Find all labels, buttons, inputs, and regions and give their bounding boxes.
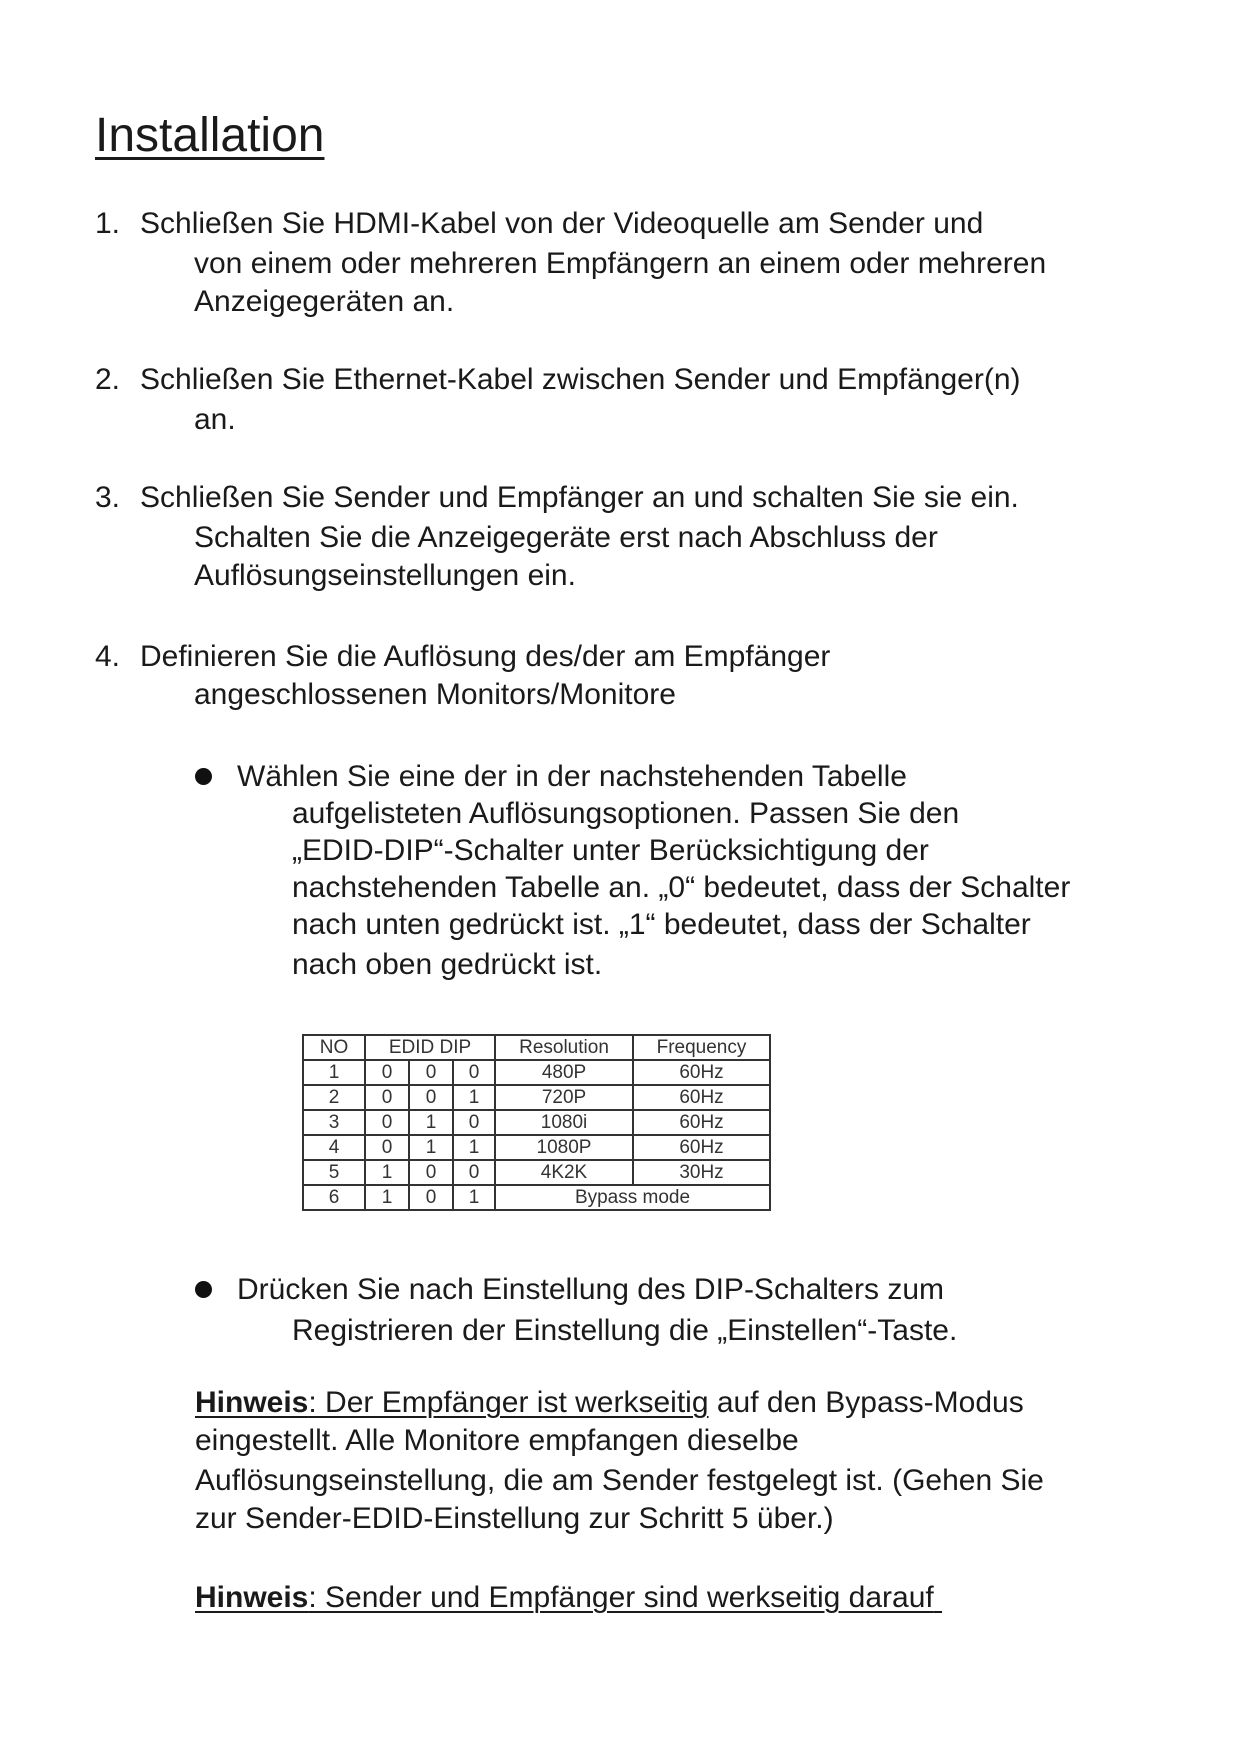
table-cell: 0 — [409, 1160, 453, 1185]
step-number: 4. — [95, 640, 121, 673]
step-text-line: an. — [194, 403, 236, 436]
step-text-line: angeschlossenen Monitors/Monitore — [194, 678, 676, 711]
column-header: Resolution — [495, 1035, 633, 1060]
table-row — [303, 1060, 770, 1085]
table-cell: 1080P — [495, 1135, 633, 1160]
table-cell: 720P — [495, 1085, 633, 1110]
step-text-line: Schalten Sie die Anzeigegeräte erst nach Abschluss der — [194, 521, 938, 554]
table-cell: 6 — [303, 1185, 365, 1210]
step-text-line: von einem oder mehreren Empfängern an einem oder mehreren — [194, 247, 1047, 280]
table-cell: 480P — [495, 1060, 633, 1085]
table-cell: 0 — [453, 1160, 495, 1185]
note-text: auf den Bypass-Modus — [708, 1386, 1024, 1419]
table-cell: 0 — [453, 1060, 495, 1085]
table-row — [303, 1085, 770, 1110]
bullet-icon — [195, 1281, 212, 1298]
table-row — [303, 1160, 770, 1185]
step-number: 3. — [95, 481, 121, 514]
bullet-text-line: Registrieren der Einstellung die „Einstellen“-Taste. — [292, 1314, 958, 1347]
table-header-row — [303, 1035, 770, 1060]
bullet-text-line: „EDID-DIP“-Schalter unter Berücksichtigung der — [292, 834, 929, 867]
bullet-text-line: nach unten gedrückt ist. „1“ bedeutet, dass der Schalter — [292, 908, 1031, 941]
note-text: zur Sender-EDID-Einstellung zur Schritt 5 über.) — [195, 1502, 834, 1535]
table-cell: 1 — [409, 1110, 453, 1135]
note-text: : Sender und Empfänger sind werkseitig darauf — [308, 1581, 934, 1614]
table-cell: 60Hz — [633, 1135, 770, 1160]
bullet-text-line: Drücken Sie nach Einstellung des DIP-Schalters zum — [237, 1273, 944, 1306]
note-2 — [195, 1579, 942, 1617]
note-label: Hinweis — [195, 1581, 309, 1614]
table-cell: 0 — [365, 1135, 409, 1160]
bullet-text-line: Wählen Sie eine der in der nachstehenden Tabelle — [237, 760, 907, 793]
table-cell: 0 — [409, 1185, 453, 1210]
table-cell: 2 — [303, 1085, 365, 1110]
note-text: eingestellt. Alle Monitore empfangen dieselbe — [195, 1424, 799, 1457]
step-text-line: Schließen Sie HDMI-Kabel von der Videoquelle am Sender und — [140, 207, 984, 240]
column-header: EDID DIP — [365, 1035, 495, 1060]
table-cell: 60Hz — [633, 1085, 770, 1110]
table-cell: 30Hz — [633, 1160, 770, 1185]
table-cell: 5 — [303, 1160, 365, 1185]
note-label: Hinweis — [195, 1386, 309, 1419]
table-cell: 0 — [409, 1060, 453, 1085]
table-cell: 1 — [365, 1185, 409, 1210]
note-text: Auflösungseinstellung, die am Sender festgelegt ist. (Gehen Sie — [195, 1464, 1044, 1497]
table-cell: 0 — [365, 1060, 409, 1085]
note-text: : Der Empfänger ist werkseitig — [308, 1386, 709, 1419]
table-row — [303, 1110, 770, 1135]
table-cell: Bypass mode — [495, 1185, 770, 1210]
table-cell: 1 — [365, 1160, 409, 1185]
step-text-line: Schließen Sie Ethernet-Kabel zwischen Sender und Empfänger(n) — [140, 363, 1021, 396]
step-number: 2. — [95, 363, 121, 396]
table-cell: 0 — [453, 1110, 495, 1135]
bullet-text-line: nach oben gedrückt ist. — [292, 948, 603, 981]
table-cell: 3 — [303, 1110, 365, 1135]
step-number: 1. — [95, 207, 121, 240]
table-cell: 4K2K — [495, 1160, 633, 1185]
step-text-line: Schließen Sie Sender und Empfänger an und schalten Sie sie ein. — [140, 481, 1019, 514]
step-text-line: Anzeigegeräten an. — [194, 285, 455, 318]
table-row — [303, 1135, 770, 1160]
table-cell: 1 — [453, 1085, 495, 1110]
page-title: Installation — [95, 109, 325, 162]
column-header: NO — [303, 1035, 365, 1060]
note-1 — [195, 1384, 1044, 1538]
step-text-line: Definieren Sie die Auflösung des/der am Empfänger — [140, 640, 831, 673]
bullet-text-line: aufgelisteten Auflösungsoptionen. Passen Sie den — [292, 797, 960, 830]
table-cell: 0 — [365, 1085, 409, 1110]
table-cell: 1 — [303, 1060, 365, 1085]
table-cell: 0 — [409, 1085, 453, 1110]
table-cell: 1 — [409, 1135, 453, 1160]
table-cell: 60Hz — [633, 1110, 770, 1135]
bullet-text-line: nachstehenden Tabelle an. „0“ bedeutet, dass der Schalter — [292, 871, 1071, 904]
table-row — [303, 1185, 770, 1210]
step-text-line: Auflösungseinstellungen ein. — [194, 559, 576, 592]
table-cell: 60Hz — [633, 1060, 770, 1085]
edid-dip-table — [302, 1034, 771, 1211]
table-cell: 0 — [365, 1110, 409, 1135]
table-cell: 1 — [453, 1185, 495, 1210]
column-header: Frequency — [633, 1035, 770, 1060]
table-cell: 1 — [453, 1135, 495, 1160]
bullet-icon — [195, 768, 212, 785]
table-cell: 1080i — [495, 1110, 633, 1135]
table-cell: 4 — [303, 1135, 365, 1160]
